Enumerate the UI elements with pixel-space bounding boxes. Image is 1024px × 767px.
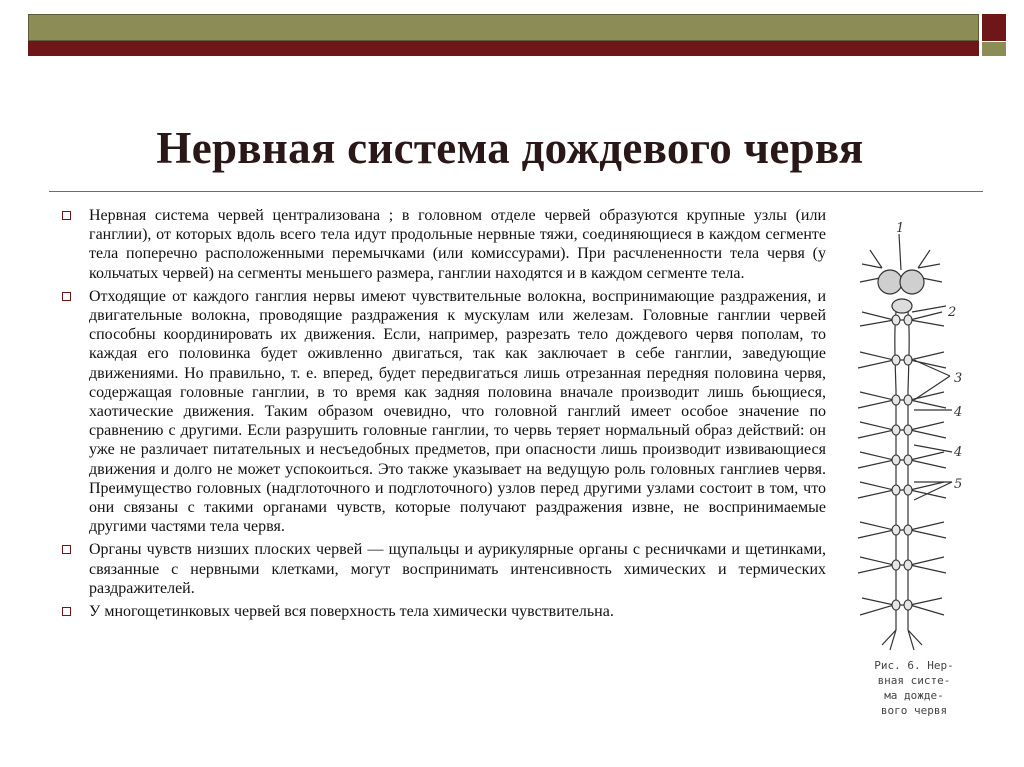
bullet-list — [62, 206, 826, 625]
bullet-item — [62, 602, 826, 621]
hollow-square-bullet-icon — [62, 545, 71, 554]
bullet-text: Органы чувств низших плоских червей — щупальцы и аурикулярные органы с ресничками и щетинками, связанные с нервными клетками, могут воспринимать интенсивность химических и термических раздражителей. — [89, 541, 826, 597]
corner-square-olive — [982, 42, 1006, 56]
cerebral-ganglia — [878, 270, 924, 313]
bullet-text: Нервная система червей централизована ; в головном отделе червей образуются крупные узлы (или ганглии), от которых вдоль всего тела идут продольные нервные тяжи, соединяющиеся в каждом сегменте тела поперечно расположенными перемычками (или комиссурами). При расчлененности тела червя (у кольчатых червей) на сегменты меньшего размера, ганглии находятся и в каждом сегменте тела. — [89, 207, 826, 282]
figure-caption — [858, 658, 970, 718]
title-divider — [49, 191, 983, 192]
caption-line: ма дожде- — [884, 689, 944, 702]
caption-line: вого червя — [880, 704, 948, 717]
header-band-maroon — [28, 41, 979, 56]
slide-title: Нервная система дождевого червя — [156, 123, 864, 173]
nerve-chain-illustration — [852, 220, 982, 660]
bullet-item — [62, 206, 826, 283]
caption-line: вная систе- — [877, 674, 951, 687]
nerve-lines — [858, 234, 952, 650]
figure-label-4b: 4 — [954, 445, 963, 460]
header-band-olive — [28, 14, 979, 41]
segmental-ganglia — [892, 315, 912, 610]
hollow-square-bullet-icon — [62, 292, 71, 301]
figure-label-5: 5 — [954, 477, 963, 492]
hollow-square-bullet-icon — [62, 607, 71, 616]
caption-line: Рис. 6. Нер- — [874, 659, 954, 672]
bullet-text: Отходящие от каждого ганглия нервы имеют чувствительные волокна, воспринимающие раздражения, и двигательные волокна, проводящие раздражения к мускулам или железам. Головные ганглии червей способны координировать их движения. Если, например, разрезать тело дождевого червя пополам, то каждая его половинка будет оживленно двигаться, так как заключает в себе ганглии, заведующие движениями. Но правильно, т. е. вперед, будет передвигаться лишь отрезанная передняя половина червя, содержащая головные ганглии, в то время как задняя половина вначале производит лишь бьющиеся, хаотические движения. Таким образом очевидно, что головной ганглий имеет особое значение по сравнению с другими. Если разрушить головные ганглии, то червь теряет нормальный образ действий: он уже не различает питательных и несъедобных предметов, при опасности лишь производит извивающиеся движения и долго не может успокоиться. Это также указывает на ведущую роль головных ганглиев червя. Преимущество головных (надглоточного и подглоточного) узлов перед другими узлами состоит в том, что они связаны с такими органами чувств, которые получают раздражения извне, не воспринимаемые другими частями тела червя. — [89, 287, 826, 536]
corner-square-maroon — [982, 14, 1006, 41]
figure-label-4: 4 — [954, 405, 963, 420]
figure-label-1: 1 — [896, 221, 905, 236]
hollow-square-bullet-icon — [62, 211, 71, 220]
figure-label-3: 3 — [954, 371, 963, 386]
figure-label-2: 2 — [948, 305, 957, 320]
bullet-text: У многощетинковых червей вся поверхность тела химически чувствительна. — [89, 603, 614, 621]
bullet-item — [62, 287, 826, 537]
worm-nervous-system-figure — [852, 220, 982, 720]
bullet-item — [62, 540, 826, 598]
